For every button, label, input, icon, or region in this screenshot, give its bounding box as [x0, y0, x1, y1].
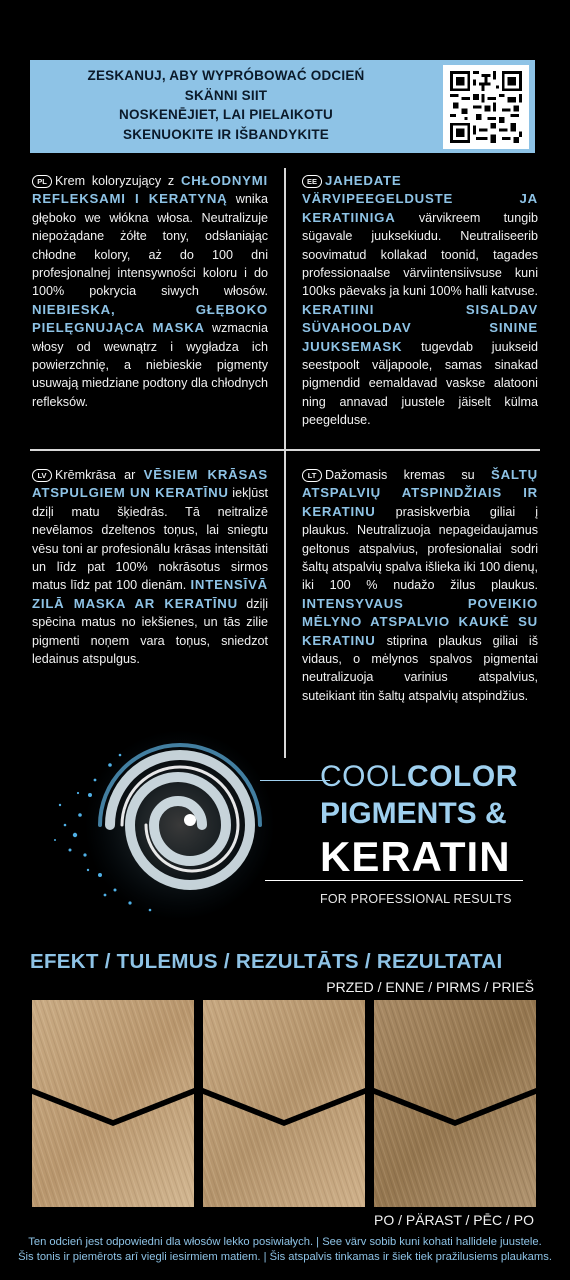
pl-highlight-2: NIEBIESKA, GŁĘBOKO PIELĘGNUJĄCA MASKA: [32, 301, 268, 336]
scan-line-lt: SKENUOKITE IR IŠBANDYKITE: [122, 126, 330, 142]
after-label: PO / PÄRAST / PĒC / PO: [373, 1212, 534, 1228]
description-lv: [32, 466, 268, 668]
pl-text-3: wzmacnia włosy od wewnątrz i wygładza ich powierzchnię, a niebieskie pigmenty usuwają miedziane podtony dla chłodnych refleksów.: [32, 321, 268, 409]
lt-text-3: stiprina plaukus giliai iš vidaus, o mėlynos spalvos pigmentai neutralizuoja varinius atspalvius, suteikiant itin šaltų atspalvių atspindžius.: [302, 633, 538, 703]
scan-line-ee: SKÄNNI SIIT: [184, 87, 268, 103]
row-divider: [30, 449, 540, 451]
swirl-graphic-icon: [20, 725, 320, 925]
brand-pigments: PIGMENTS &: [320, 797, 507, 830]
lv-highlight-1: VĒSIEM KRĀSAS ATSPULGIEM UN KERATĪNU: [32, 467, 268, 501]
ee-highlight-1: JAHEDATE VÄRVIPEEGELDUSTE JA KERATIINIGA: [302, 173, 538, 225]
lang-badge-lv: LV: [32, 469, 52, 482]
lt-highlight-1: ŠALTŲ ATSPALVIŲ ATSPINDŽIAIS IR KERATINU: [302, 467, 538, 519]
description-lt: [302, 466, 538, 705]
lv-highlight-2: INTENSĪVĀ ZILĀ MASKA AR KERATĪNU: [32, 577, 268, 611]
lt-highlight-2: INTENSYVAUS POVEIKIO MĖLYNO ATSPALVIO KAUKĖ SU KERATINU: [302, 595, 538, 648]
lt-text-2: prasiskverbia giliai į plaukus. Neutralizuoja nepageidaujamus geltonus atspalvius, profesionaliai sodri šaltų atspalvių spalva išlieka iki 100 dienų, iki 100 % nudažo žilus plaukus.: [302, 504, 538, 593]
hair-swatch-2: [203, 1000, 365, 1207]
ee-text-1: värvikreem tungib sügavale juuksekiudu. Neutraliseerib soovimatud kollakad toonid, tagades professionaalse värviintensiivsuse kuni 100ks päevaks ja kuni 100% halli katvuse.: [302, 210, 538, 299]
effect-heading: EFEKT / TULEMUS / REZULTĀTS / REZULTATAI: [30, 950, 503, 973]
ee-highlight-2: KERATIINI SISALDAV SÜVAHOOLDAV SININE JUUKSEMASK: [302, 301, 538, 354]
scan-instructions: [30, 66, 422, 144]
lv-text-3: dziļi spēcina matus no iekšienes, un tās zilie pigmenti noņem vara toņus, sniedzot ledainus atspulgus.: [32, 596, 268, 667]
brand-tagline: FOR PROFESSIONAL RESULTS: [320, 892, 512, 906]
qr-code-graphic: [449, 71, 523, 143]
scan-line-pl: ZESKANUJ, ABY WYPRÓBOWAĆ ODCIEŃ: [87, 68, 365, 83]
pl-text-1: Krem koloryzujący z: [55, 174, 181, 188]
hair-swatch-1: [32, 1000, 194, 1207]
lang-badge-ee: EE: [302, 175, 322, 188]
ee-text-2: tugevdab juukseid seestpoolt väljapoole, samas sinakad pigmendid eemaldavad vaskse alatooni ning annavad juustele jäiselt külma peegelduse.: [302, 339, 538, 428]
brand-keratin: KERATIN: [320, 833, 511, 880]
lv-text-2: iekļūst dziļi matu šķiedrās. Tā neitralizē nevēlamos dzeltenos toņus, lai sniegtu vēsu toni ar profesionālu krāsas intensitāti un līdz pat 100% nokrāsotus sirmos matus līdz pat 100 dienām.: [32, 486, 268, 593]
column-divider: [284, 168, 286, 758]
before-label: PRZED / ENNE / PIRMS / PRIEŠ: [326, 979, 534, 995]
description-pl: [32, 172, 268, 411]
brand-claim: [320, 760, 518, 906]
footer-line-1: Ten odcień jest odpowiedni dla włosów lekko posiwiałych. | See värv sobib kuni kohati hallidele juustele.: [28, 1236, 542, 1248]
qr-code-icon[interactable]: [443, 65, 529, 149]
footer-line-2: Šis tonis ir piemērots arī viegli iesirmiem matiem. | Šis atspalvis tinkamas ir šiek tiek pražilusiems plaukams.: [18, 1251, 552, 1263]
lv-text-1: Krēmkrāsa ar: [55, 468, 144, 482]
pl-text-2: wnika głęboko we włókna włosa. Neutralizuje niepożądane żółte tony, odsłaniając chłodne kolory, aż do 100 dni profesjonalnej intensywności koloru i do 100% pokrycia siwych włosów.: [32, 192, 268, 299]
brand-color: COLOR: [407, 760, 518, 793]
brand-cool: COOL: [320, 760, 408, 793]
description-ee: [302, 172, 538, 430]
pl-highlight-1: CHŁODNYMI REFLEKSAMI I KERATYNĄ: [32, 173, 268, 207]
scan-banner: [30, 60, 535, 153]
hair-swatch-3: [374, 1000, 536, 1207]
scan-line-lv: NOSKENĒJIET, LAI PIELAIKOTU: [119, 107, 333, 122]
lang-badge-lt: LT: [302, 469, 322, 482]
lang-badge-pl: PL: [32, 175, 52, 188]
lt-text-1: Dažomasis kremas su: [325, 468, 492, 482]
footer-note: [0, 1235, 570, 1265]
